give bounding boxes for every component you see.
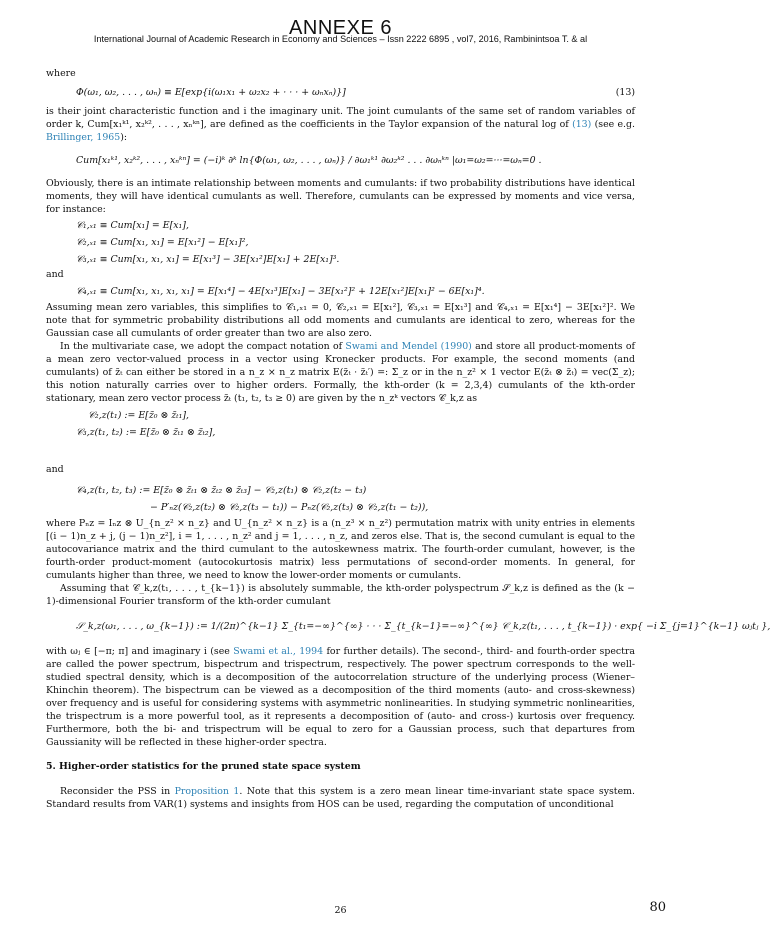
paragraph-polyspectrum: Assuming that 𝒞_k,z(t₁, . . . , t_{k−1}) is absolutely summable, the kth-order polyspectrum 𝒮_k,z is defined as the (k − 1)-dimensional Fourier transform of the kth-order cumulant xyxy=(46,583,635,607)
p7-text-b: for further details). The second-, third- and fourth-order spectra are called the power spectrum, bispectrum and trispectrum, respectively. The power spectrum corresponds to the well-studied spectral density, which is a decomposition of the autocorrelation structure of the underlying process (Wiener–Khinchin theorem). The bispectrum can be viewed as a decomposition of the third moments (auto- and cross-skewness) over frequency and is useful for considering systems with asymmetric nonlinearities. In studying symmetric nonlinearities, the trispectrum is a more powerful tool, as it represents a decomposition of (auto- and cross-) kurtosis over frequency. Furthermore, both the bi- and trispectrum will be equal to zero for a Gaussian process, such that departures from Gaussianity will be reflected in these higher-order spectra. xyxy=(46,646,635,748)
journal-page-folio: 26 xyxy=(334,905,347,916)
annex-page-number: 80 xyxy=(649,900,666,915)
text-where: where xyxy=(46,68,76,79)
p1-text-a: is their joint characteristic function and i the imaginary unit. The joint cumulants of the same set of random variables of order k, Cum[x₁ᵏ¹, x₂ᵏ², . . . , xₙᵏⁿ], are defined as the coefficients in the Taylor expansion of the natural log of xyxy=(46,106,635,130)
p1-text-c: ): xyxy=(120,132,128,143)
paragraph-multivariate xyxy=(46,340,635,405)
equation-c2: 𝒞₂,ₓ₁ ≡ Cum[x₁, x₁] = E[x₁²] − E[x₁]², xyxy=(76,237,249,248)
text-and-1: and xyxy=(46,269,64,280)
section-5-heading: 5. Higher-order statistics for the pruned state space system xyxy=(46,761,361,772)
equation-c1: 𝒞₁,ₓ₁ ≡ Cum[x₁] = E[x₁], xyxy=(76,220,189,231)
brillinger-citation-link[interactable]: Brillinger, 1965 xyxy=(46,132,121,143)
equation-13-number: (13) xyxy=(615,87,635,98)
proposition-1-link[interactable]: Proposition 1 xyxy=(174,786,240,797)
equation-13 xyxy=(46,86,635,99)
equation-13-body: Φ(ω₁, ω₂, . . . , ωₙ) ≡ E[exp{i(ω₁x₁ + ω₂x₂ + · · · + ωₙxₙ)}] xyxy=(76,87,346,98)
equation-13-ref-link[interactable]: (13) xyxy=(572,119,592,130)
equation-c3z: 𝒞₃,z(t₁, t₂) := E[z̃₀ ⊗ z̃ₜ₁ ⊗ z̃ₜ₂], xyxy=(76,427,216,438)
article-body xyxy=(46,67,770,811)
paragraph-mean-zero: Assuming mean zero variables, this simplifies to 𝒞₁,ₓ₁ = 0, 𝒞₂,ₓ₁ = E[x₁²], 𝒞₃,ₓ₁ = E[x₁³] and 𝒞₄,ₓ₁ = E[x₁⁴] − 3E[x₁²]². We note that for symmetric probability distributions all odd moments and cumulants are identical to zero, whereas for the Gaussian case all cumulants of order greater than two are also zero. xyxy=(46,302,635,339)
p4-text-a: In the multivariate case, we adopt the compact notation of xyxy=(60,341,346,352)
equation-cumulant-definition: Cum[x₁ᵏ¹, x₂ᵏ², . . . , xₙᵏⁿ] = (−i)ᵏ ∂ᵏ ln{Φ(ω₁, ω₂, . . . , ωₙ)} / ∂ω₁ᵏ¹ ∂ω₂ᵏ² . . . ∂ωₙᵏⁿ |ω₁=ω₂=···=ωₙ=0 . xyxy=(76,155,542,166)
equation-c4: 𝒞₄,ₓ₁ ≡ Cum[x₁, x₁, x₁, x₁] = E[x₁⁴] − 4E[x₁³]E[x₁] − 3E[x₁²]² + 12E[x₁²]E[x₁]² − 6E[x₁]⁴. xyxy=(76,286,485,297)
swami-mendel-citation-link[interactable]: Swami and Mendel (1990) xyxy=(345,341,472,352)
running-header: International Journal of Academic Research in Economy and Sciences – Issn 2222 6895 , vol7, 2016, Rambinintsoa T. & al xyxy=(93,34,588,44)
equation-c4z-line1: 𝒞₄,z(t₁, t₂, t₃) := E[z̃₀ ⊗ z̃ₜ₁ ⊗ z̃ₜ₂ ⊗ z̃ₜ₃] − 𝒞₂,z(t₁) ⊗ 𝒞₂,z(t₂ − t₃) xyxy=(76,485,367,496)
equation-polyspectrum: 𝒮_k,z(ω₁, . . . , ω_{k−1}) := 1/(2π)^{k−1} Σ_{t₁=−∞}^{∞} · · · Σ_{t_{k−1}=−∞}^{∞} 𝒞_k,z(t₁, . . . , t_{k−1}) · exp{ −i Σ_{j=1}^{k−1} ωⱼtⱼ }, xyxy=(76,621,770,632)
annexe-title: ANNEXE 6 xyxy=(289,17,392,39)
equation-c2z: 𝒞₂,z(t₁) := E[z̃₀ ⊗ z̃ₜ₁], xyxy=(88,410,189,421)
p8-text-a: Reconsider the PSS in xyxy=(60,786,175,797)
equation-c3: 𝒞₃,ₓ₁ ≡ Cum[x₁, x₁, x₁] = E[x₁³] − 3E[x₁²]E[x₁] + 2E[x₁]³. xyxy=(76,254,340,265)
p1-text-b: (see e.g. xyxy=(591,119,635,130)
p4-text-b: and store all product-moments of a mean zero vector-valued process in a vector using Kronecker products. For example, the second moments (and cumulants) of z̃ₜ can either be stored in a n_z × n_z matrix E(z̃ₜ · z̃ₜ′) =: Σ_z or in the n_z² × 1 vector E(z̃ₜ ⊗ z̃ₜ) = vec(Σ_z); this notion naturally carries over to higher orders. Formally, the kth-order (k = 2,3,4) cumulants of the kth-order stationary, mean zero vector process z̃ₜ (t₁, t₂, t₃ ≥ 0) are given by the n_zᵏ vectors 𝒞_k,z as xyxy=(46,341,635,404)
text-and-2: and xyxy=(46,464,64,475)
paragraph-moments-cumulants: Obviously, there is an intimate relationship between moments and cumulants: if two probability distributions have identical moments, they will have identical cumulants as well. Therefore, cumulants can be expressed by moments and vice versa, for instance: xyxy=(46,178,635,215)
equation-c4z-line2: − P′ₙz(𝒞₂,z(t₂) ⊗ 𝒞₂,z(t₃ − t₁)) − Pₙz(𝒞₂,z(t₃) ⊗ 𝒞₂,z(t₁ − t₂)), xyxy=(150,502,429,513)
p7-text-a: with ωⱼ ∈ [−π; π] and imaginary i (see xyxy=(46,646,234,657)
paragraph-spectra xyxy=(46,645,635,749)
p8-text-b: . Note that this system is a zero mean linear time-invariant state space system. Standard results from VAR(1) systems and insights from HOS can be used, regarding the computation of unconditional xyxy=(46,786,635,810)
paragraph-pss xyxy=(46,785,635,811)
paragraph-permutation-matrix: where Pₙz = Iₙz ⊗ U_{n_z² × n_z} and U_{n_z² × n_z} is a (n_z³ × n_z²) permutation matrix with unity entries in elements [(i − 1)n_z + j, (j − 1)n_z²], i = 1, . . . , n_z² and j = 1, . . . , n_z, and zeros else. That is, the second cumulant is equal to the autocovariance matrix and the third cumulant to the autoskewness matrix. The fourth-order cumulant, however, is the fourth-order product-moment (autocokurtosis matrix) less permutations of second-order moments. In general, for cumulants higher than three, we need to know the lower-order moments or cumulants. xyxy=(46,518,635,581)
swami-1994-citation-link[interactable]: Swami et al., 1994 xyxy=(233,646,324,657)
paragraph-characteristic-function xyxy=(46,105,635,144)
